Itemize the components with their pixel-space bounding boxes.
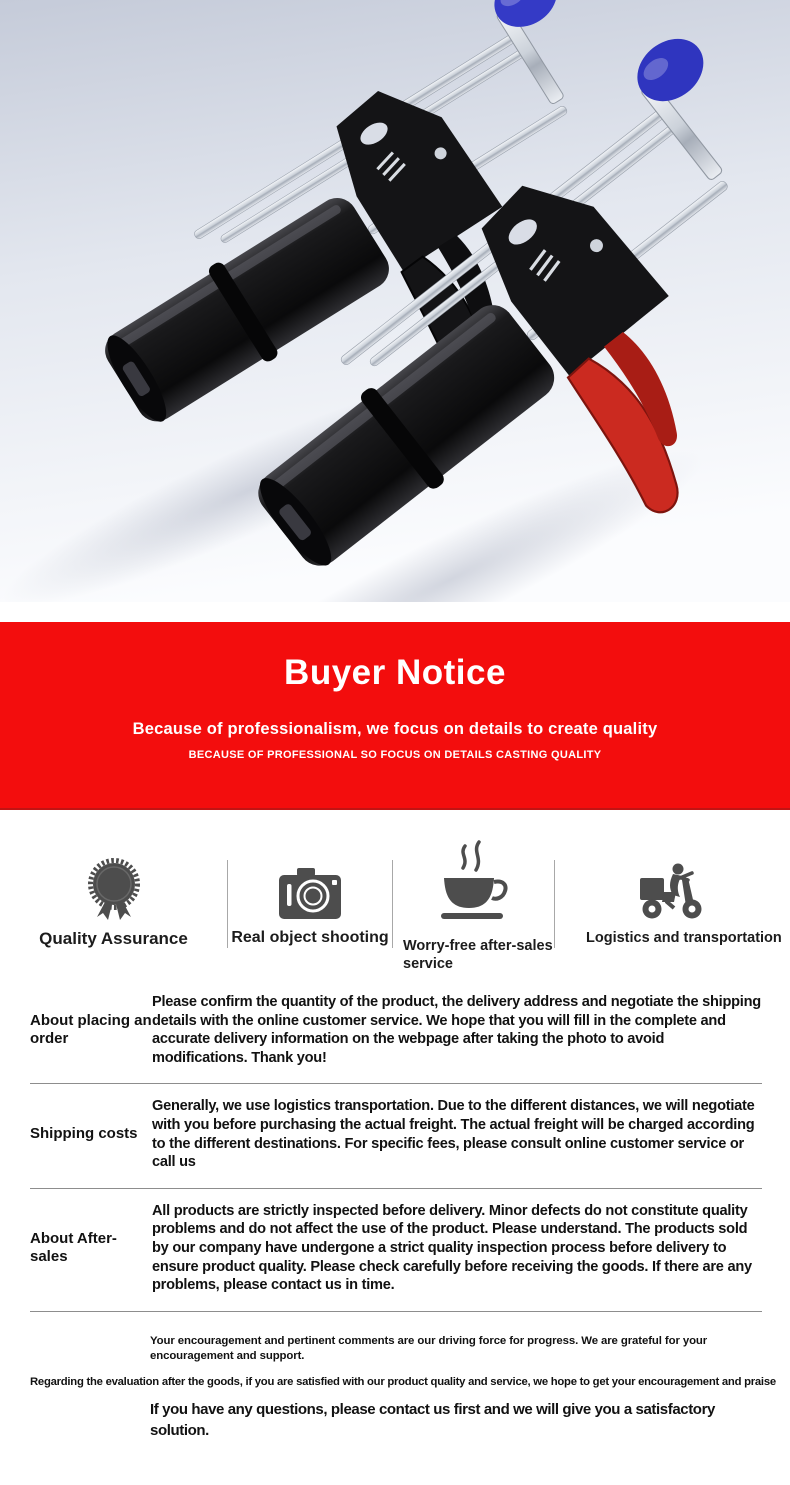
section-body: Generally, we use logistics transportation. Due to the different distances, we will negotiate with you before purchasing the actual freight. The actual freight will be charged according to the different destinations. For specific fees, please consult online customer service or call us xyxy=(152,1098,755,1171)
section-label: About After-sales xyxy=(30,1229,117,1266)
section-label: Shipping costs xyxy=(30,1125,138,1143)
info-sections xyxy=(30,980,762,1312)
section-label: About placing an order xyxy=(30,1011,152,1048)
buyer-notice-banner xyxy=(0,622,790,810)
quality-medal-icon xyxy=(85,834,143,922)
banner-subtitle: Because of professionalism, we focus on details to create quality xyxy=(132,720,658,738)
feature-label: Logistics and transportation xyxy=(586,930,782,946)
feature-real-shooting xyxy=(228,834,392,973)
feature-logistics xyxy=(555,834,790,973)
footnote-evaluation: Regarding the evaluation after the goods, if you are satisfied with our product quality and service, we hope to get your encouragement and praise xyxy=(30,1375,776,1388)
footnote-contact: If you have any questions, please contact us first and we will give you a satisfactory solution. xyxy=(150,1400,715,1439)
section-shipping-costs xyxy=(30,1084,762,1188)
banner-tagline: BECAUSE OF PROFESSIONAL SO FOCUS ON DETAILS CASTING QUALITY xyxy=(188,749,602,761)
camera-icon xyxy=(277,834,343,922)
feature-label: Real object shooting xyxy=(231,929,389,946)
feature-row xyxy=(0,834,790,972)
section-body: Please confirm the quantity of the product, the delivery address and negotiate the shipping details with the online customer service. We hope that you will fill in the complete and accurate delivery information on the webpage after taking the photo to avoid modifications. Thank you! xyxy=(152,994,761,1066)
feature-quality-assurance xyxy=(0,834,227,973)
delivery-scooter-icon xyxy=(638,834,708,922)
feature-label: Worry-free after-sales service xyxy=(403,938,553,972)
banner-title: Buyer Notice xyxy=(284,653,506,692)
coffee-cup-icon xyxy=(437,834,511,930)
section-after-sales xyxy=(30,1189,762,1312)
footnote-encouragement: Your encouragement and pertinent comments are our driving force for progress. We are grateful for your encouragement and support. xyxy=(150,1334,708,1362)
section-placing-order xyxy=(30,980,762,1084)
footnotes xyxy=(0,1334,790,1441)
section-body: All products are strictly inspected before delivery. Minor defects do not constitute quality problems and do not affect the use of the product. Please understand. The products sold by our company have undergone a strict quality inspection process before delivery to ensure product quality. Please check carefully before receiving the goods. If there are any problems, please contact us in time. xyxy=(152,1202,752,1294)
feature-label: Quality Assurance xyxy=(39,929,188,948)
feature-after-sales xyxy=(393,834,554,973)
product-photo xyxy=(0,0,790,602)
